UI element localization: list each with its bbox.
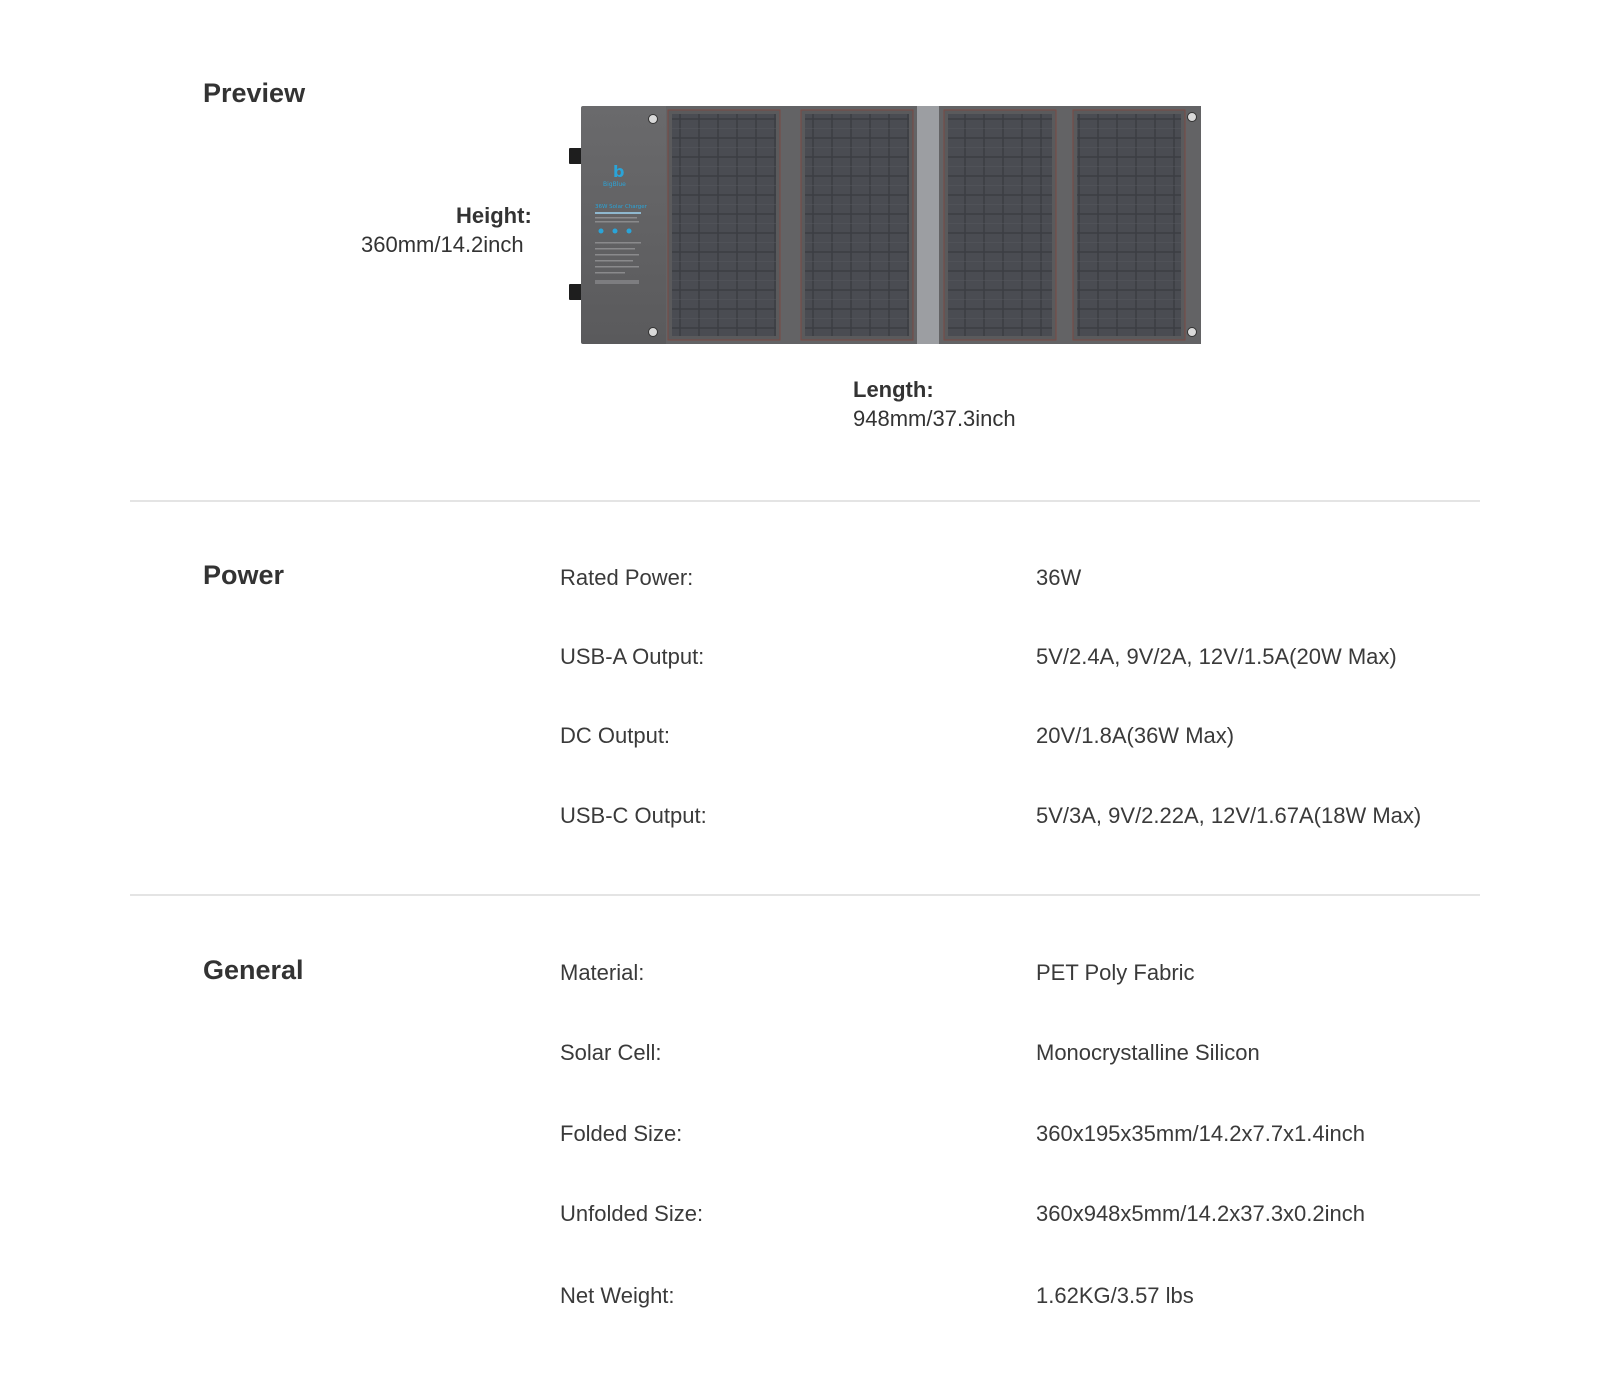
spec-row-unfolded-size [0,1199,1600,1229]
power-title: Power [203,560,285,590]
preview-title: Preview [203,78,306,108]
spec-value: 5V/2.4A, 9V/2A, 12V/1.5A(20W Max) [1036,644,1397,669]
spec-value: 360x195x35mm/14.2x7.7x1.4inch [1036,1121,1365,1146]
spec-row-folded-size [0,1119,1600,1149]
height-value: 360mm/14.2inch [361,232,524,257]
spec-row-solar-cell [0,1038,1600,1068]
section-divider [130,500,1480,502]
spec-row-material [0,958,1600,988]
spec-label: Unfolded Size: [560,1201,704,1226]
spec-label: Solar Cell: [560,1040,662,1065]
spec-label: Material: [560,960,645,985]
spec-row-usb-a-output [0,642,1600,672]
spec-label: USB-A Output: [560,644,705,669]
section-divider [130,894,1480,896]
spec-value: 360x948x5mm/14.2x37.3x0.2inch [1036,1201,1365,1226]
spec-label: Net Weight: [560,1283,675,1308]
spec-label: Folded Size: [560,1121,683,1146]
general-title: General [203,955,304,985]
spec-value: 1.62KG/3.57 lbs [1036,1283,1194,1308]
spec-value: PET Poly Fabric [1036,960,1195,985]
length-value: 948mm/37.3inch [853,406,1016,431]
brand-logo-text: BigBlue [603,181,626,188]
svg-text:b: b [613,162,625,181]
length-label: Length: [853,377,934,402]
height-label: Height: [456,203,532,228]
spec-row-net-weight [0,1281,1600,1311]
spec-value: Monocrystalline Silicon [1036,1040,1260,1065]
spec-value: 20V/1.8A(36W Max) [1036,723,1235,748]
spec-value: 5V/3A, 9V/2.22A, 12V/1.67A(18W Max) [1036,803,1422,828]
solar-panel-image [566,100,1206,350]
spec-value: 36W [1036,565,1082,590]
spec-row-usb-c-output [0,801,1600,831]
spec-label: USB-C Output: [560,803,707,828]
solar-panel-illustration [566,100,1206,350]
spec-label: DC Output: [560,723,671,748]
spec-row-dc-output [0,721,1600,751]
product-badge-text: 36W Solar Charger [595,204,647,210]
spec-label: Rated Power: [560,565,694,590]
spec-row-rated-power [0,563,1600,593]
